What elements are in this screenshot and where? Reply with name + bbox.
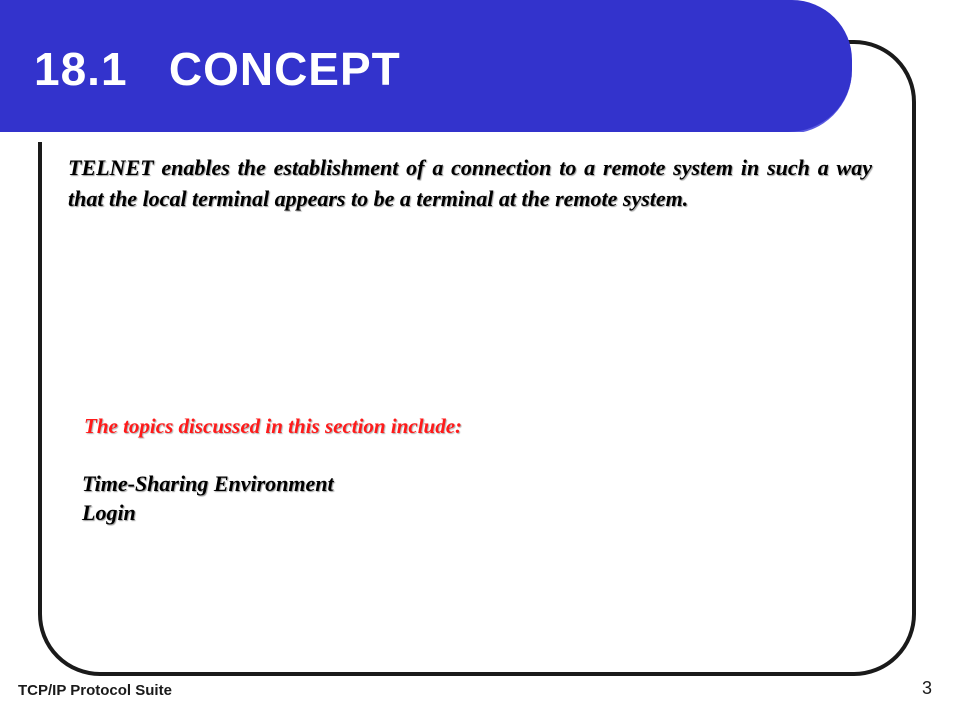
topics-heading: The topics discussed in this section include: bbox=[84, 414, 463, 438]
page-number: 3 bbox=[922, 678, 933, 698]
slide-title: 18.1 CONCEPT bbox=[34, 43, 401, 95]
topic-item: Time-Sharing Environment bbox=[82, 471, 334, 496]
footer-text: TCP/IP Protocol Suite bbox=[18, 682, 172, 699]
title-band bbox=[0, 0, 852, 134]
body-paragraph: TELNET enables the establishment of a connection to a remote system in such a way that the local terminal appears to be a terminal at the remote system. bbox=[68, 155, 872, 211]
topics-list bbox=[82, 469, 334, 527]
topic-item: Login bbox=[82, 500, 136, 525]
